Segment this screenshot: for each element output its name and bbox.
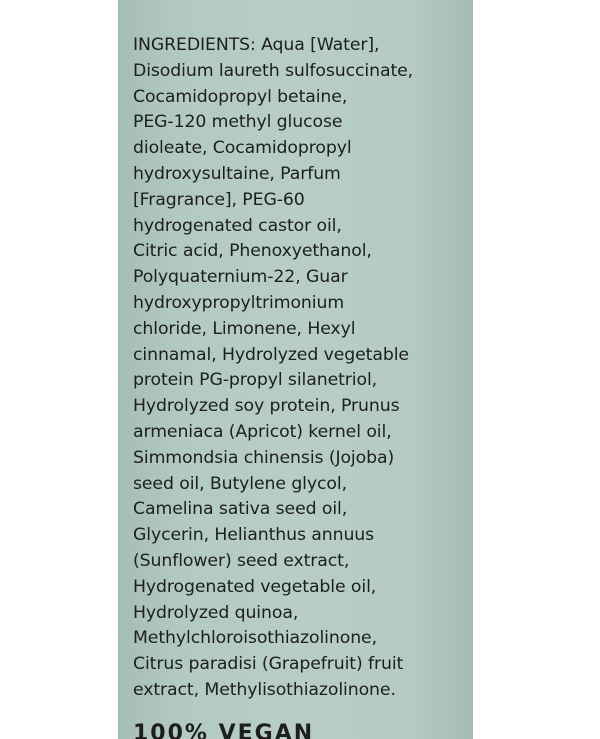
product-label <box>118 0 473 739</box>
cut-off-claim-text: 100% VEGAN <box>133 721 315 739</box>
ingredients-text: INGREDIENTS: Aqua [Water], Disodium laureth sulfosuccinate, Cocamidopropyl betaine, PEG-120 methyl glucose dioleate, Cocamidopropyl hydroxysultaine, Parfum [Fragrance], PEG-60 hydrogenated castor oil, Citric acid, Phenoxyethanol, Polyquaternium-22, Guar hydroxypropyltrimonium chloride, Limonene, Hexyl cinnamal, Hydrolyzed vegetable protein PG-propyl silanetriol, Hydrolyzed soy protein, Prunus armeniaca (Apricot) kernel oil, Simmondsia chinensis (Jojoba) seed oil, Butylene glycol, Camelina sativa seed oil, Glycerin, Helianthus annuus (Sunflower) seed extract, Hydrogenated vegetable oil, Hydrolyzed quinoa, Methylchloroisothiazolinone, Citrus paradisi (Grapefruit) fruit extract, Methylisothiazolinone. <box>133 35 414 700</box>
